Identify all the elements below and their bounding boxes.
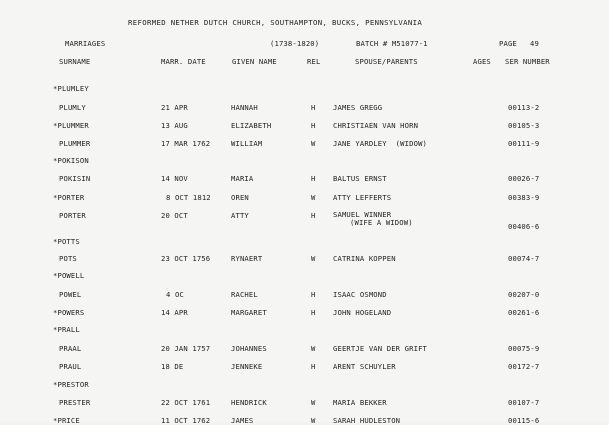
rel-cell: W xyxy=(311,398,316,407)
rel-cell: W xyxy=(311,344,316,353)
surname-cell: *PLUMMER xyxy=(53,121,89,130)
col-marr-date: MARR. DATE xyxy=(161,57,206,66)
batch-number: BATCH # M51077-1 xyxy=(356,39,428,48)
spouse-cell: JOHN HOGELAND xyxy=(333,308,392,317)
rel-cell: H xyxy=(311,103,316,112)
surname-cell: POKISIN xyxy=(59,174,91,183)
surname-cell: *PORTER xyxy=(53,193,85,202)
col-given-name: GIVEN NAME xyxy=(232,57,277,66)
marr-date-cell: 13 AUG xyxy=(161,121,188,130)
spouse-cell: SARAH HUDLESTON xyxy=(333,416,401,425)
marr-date-cell: 18 DE xyxy=(161,362,184,371)
spouse-cell: MARIA BEKKER xyxy=(333,398,387,407)
surname-cell: *POTTS xyxy=(53,237,80,246)
ser-number-cell: 00105-3 xyxy=(508,121,540,130)
surname-cell: PRESTER xyxy=(59,398,91,407)
page-title: REFORMED NETHER DUTCH CHURCH, SOUTHAMPTON, BUCKS, PENNSYLVANIA xyxy=(128,18,423,27)
surname-cell: *PRICE xyxy=(53,416,80,425)
marr-date-cell: 21 APR xyxy=(161,103,188,112)
surname-cell: POTS xyxy=(59,254,77,263)
spouse-cell: SAMUEL WINNER xyxy=(333,210,392,219)
col-ser-number: SER NUMBER xyxy=(505,57,550,66)
ser-number-cell: 00074-7 xyxy=(508,254,540,263)
rel-cell: W xyxy=(311,416,316,425)
surname-cell: *POKISON xyxy=(53,156,89,165)
surname-cell: PLUMMER xyxy=(59,139,91,148)
rel-cell: H xyxy=(311,121,316,130)
spouse-note-cell: (WIFE A WIDOW) xyxy=(350,218,413,227)
marr-date-cell: 14 NOV xyxy=(161,174,188,183)
col-spouse-parents: SPOUSE/PARENTS xyxy=(355,57,418,66)
given-name-cell: HANNAH xyxy=(231,103,258,112)
col-surname: SURNAME xyxy=(59,57,91,66)
rel-cell: H xyxy=(311,211,316,220)
ser-number-cell: 00113-2 xyxy=(508,103,540,112)
given-name-cell: RACHEL xyxy=(231,290,258,299)
surname-cell: *PRESTOR xyxy=(53,380,89,389)
marr-date-cell: 14 APR xyxy=(161,308,188,317)
rel-cell: H xyxy=(311,362,316,371)
marr-date-cell: 20 JAN 1757 xyxy=(161,344,211,353)
ser-number-cell: 00172-7 xyxy=(508,362,540,371)
col-ages: AGES xyxy=(473,57,491,66)
spouse-cell: ISAAC OSMOND xyxy=(333,290,387,299)
col-rel: REL xyxy=(307,57,321,66)
marr-date-cell: 17 MAR 1762 xyxy=(161,139,211,148)
given-name-cell: ELIZABETH xyxy=(231,121,272,130)
rel-cell: H xyxy=(311,290,316,299)
given-name-cell: JOHANNES xyxy=(231,344,267,353)
record-type: MARRIAGES xyxy=(65,39,106,48)
surname-cell: PRAUL xyxy=(59,362,82,371)
spouse-cell: ATTY LEFFERTS xyxy=(333,193,392,202)
surname-cell: PORTER xyxy=(59,211,86,220)
given-name-cell: WILLIAM xyxy=(231,139,263,148)
marr-date-cell: 22 OCT 1761 xyxy=(161,398,211,407)
marr-date-cell: 20 OCT xyxy=(161,211,188,220)
marr-date-cell: 4 OC xyxy=(166,290,184,299)
spouse-cell: GEERTJE VAN DER GRIFT xyxy=(333,344,428,353)
given-name-cell: HENDRICK xyxy=(231,398,267,407)
ser-number-cell: 00111-9 xyxy=(508,139,540,148)
ser-number-cell: 00406-6 xyxy=(508,222,540,231)
year-range: (1738-1820) xyxy=(270,39,320,48)
surname-cell: PRAAL xyxy=(59,344,82,353)
page-label: PAGE xyxy=(499,39,517,48)
ser-number-cell: 00107-7 xyxy=(508,398,540,407)
spouse-cell: JAMES GREGG xyxy=(333,103,383,112)
ser-number-cell: 00207-0 xyxy=(508,290,540,299)
rel-cell: W xyxy=(311,254,316,263)
given-name-cell: RYNAERT xyxy=(231,254,263,263)
ser-number-cell: 00075-9 xyxy=(508,344,540,353)
surname-cell: *POWERS xyxy=(53,308,85,317)
page-number: 49 xyxy=(530,39,539,48)
rel-cell: W xyxy=(311,193,316,202)
ser-number-cell: 00115-6 xyxy=(508,416,540,425)
spouse-cell: BALTUS ERNST xyxy=(333,174,387,183)
rel-cell: H xyxy=(311,174,316,183)
given-name-cell: JAMES xyxy=(231,416,254,425)
surname-cell: *POWELL xyxy=(53,271,85,280)
given-name-cell: ATTY xyxy=(231,211,249,220)
given-name-cell: OREN xyxy=(231,193,249,202)
ser-number-cell: 00026-7 xyxy=(508,174,540,183)
rel-cell: H xyxy=(311,308,316,317)
spouse-cell: CHRISTIAEN VAN HORN xyxy=(333,121,419,130)
given-name-cell: MARIA xyxy=(231,174,254,183)
surname-cell: POWEL xyxy=(59,290,82,299)
given-name-cell: JENNEKE xyxy=(231,362,263,371)
given-name-cell: MARGARET xyxy=(231,308,267,317)
marr-date-cell: 8 OCT 1812 xyxy=(166,193,211,202)
marr-date-cell: 11 OCT 1762 xyxy=(161,416,211,425)
surname-cell: *PLUMLEY xyxy=(53,84,89,93)
spouse-cell: ARENT SCHUYLER xyxy=(333,362,396,371)
ser-number-cell: 00383-9 xyxy=(508,193,540,202)
spouse-cell: CATRINA KOPPEN xyxy=(333,254,396,263)
spouse-cell: JANE YARDLEY (WIDOW) xyxy=(333,139,428,148)
surname-cell: PLUMLY xyxy=(59,103,86,112)
surname-cell: *PRALL xyxy=(53,325,80,334)
rel-cell: W xyxy=(311,139,316,148)
ser-number-cell: 00261-6 xyxy=(508,308,540,317)
marr-date-cell: 23 OCT 1756 xyxy=(161,254,211,263)
